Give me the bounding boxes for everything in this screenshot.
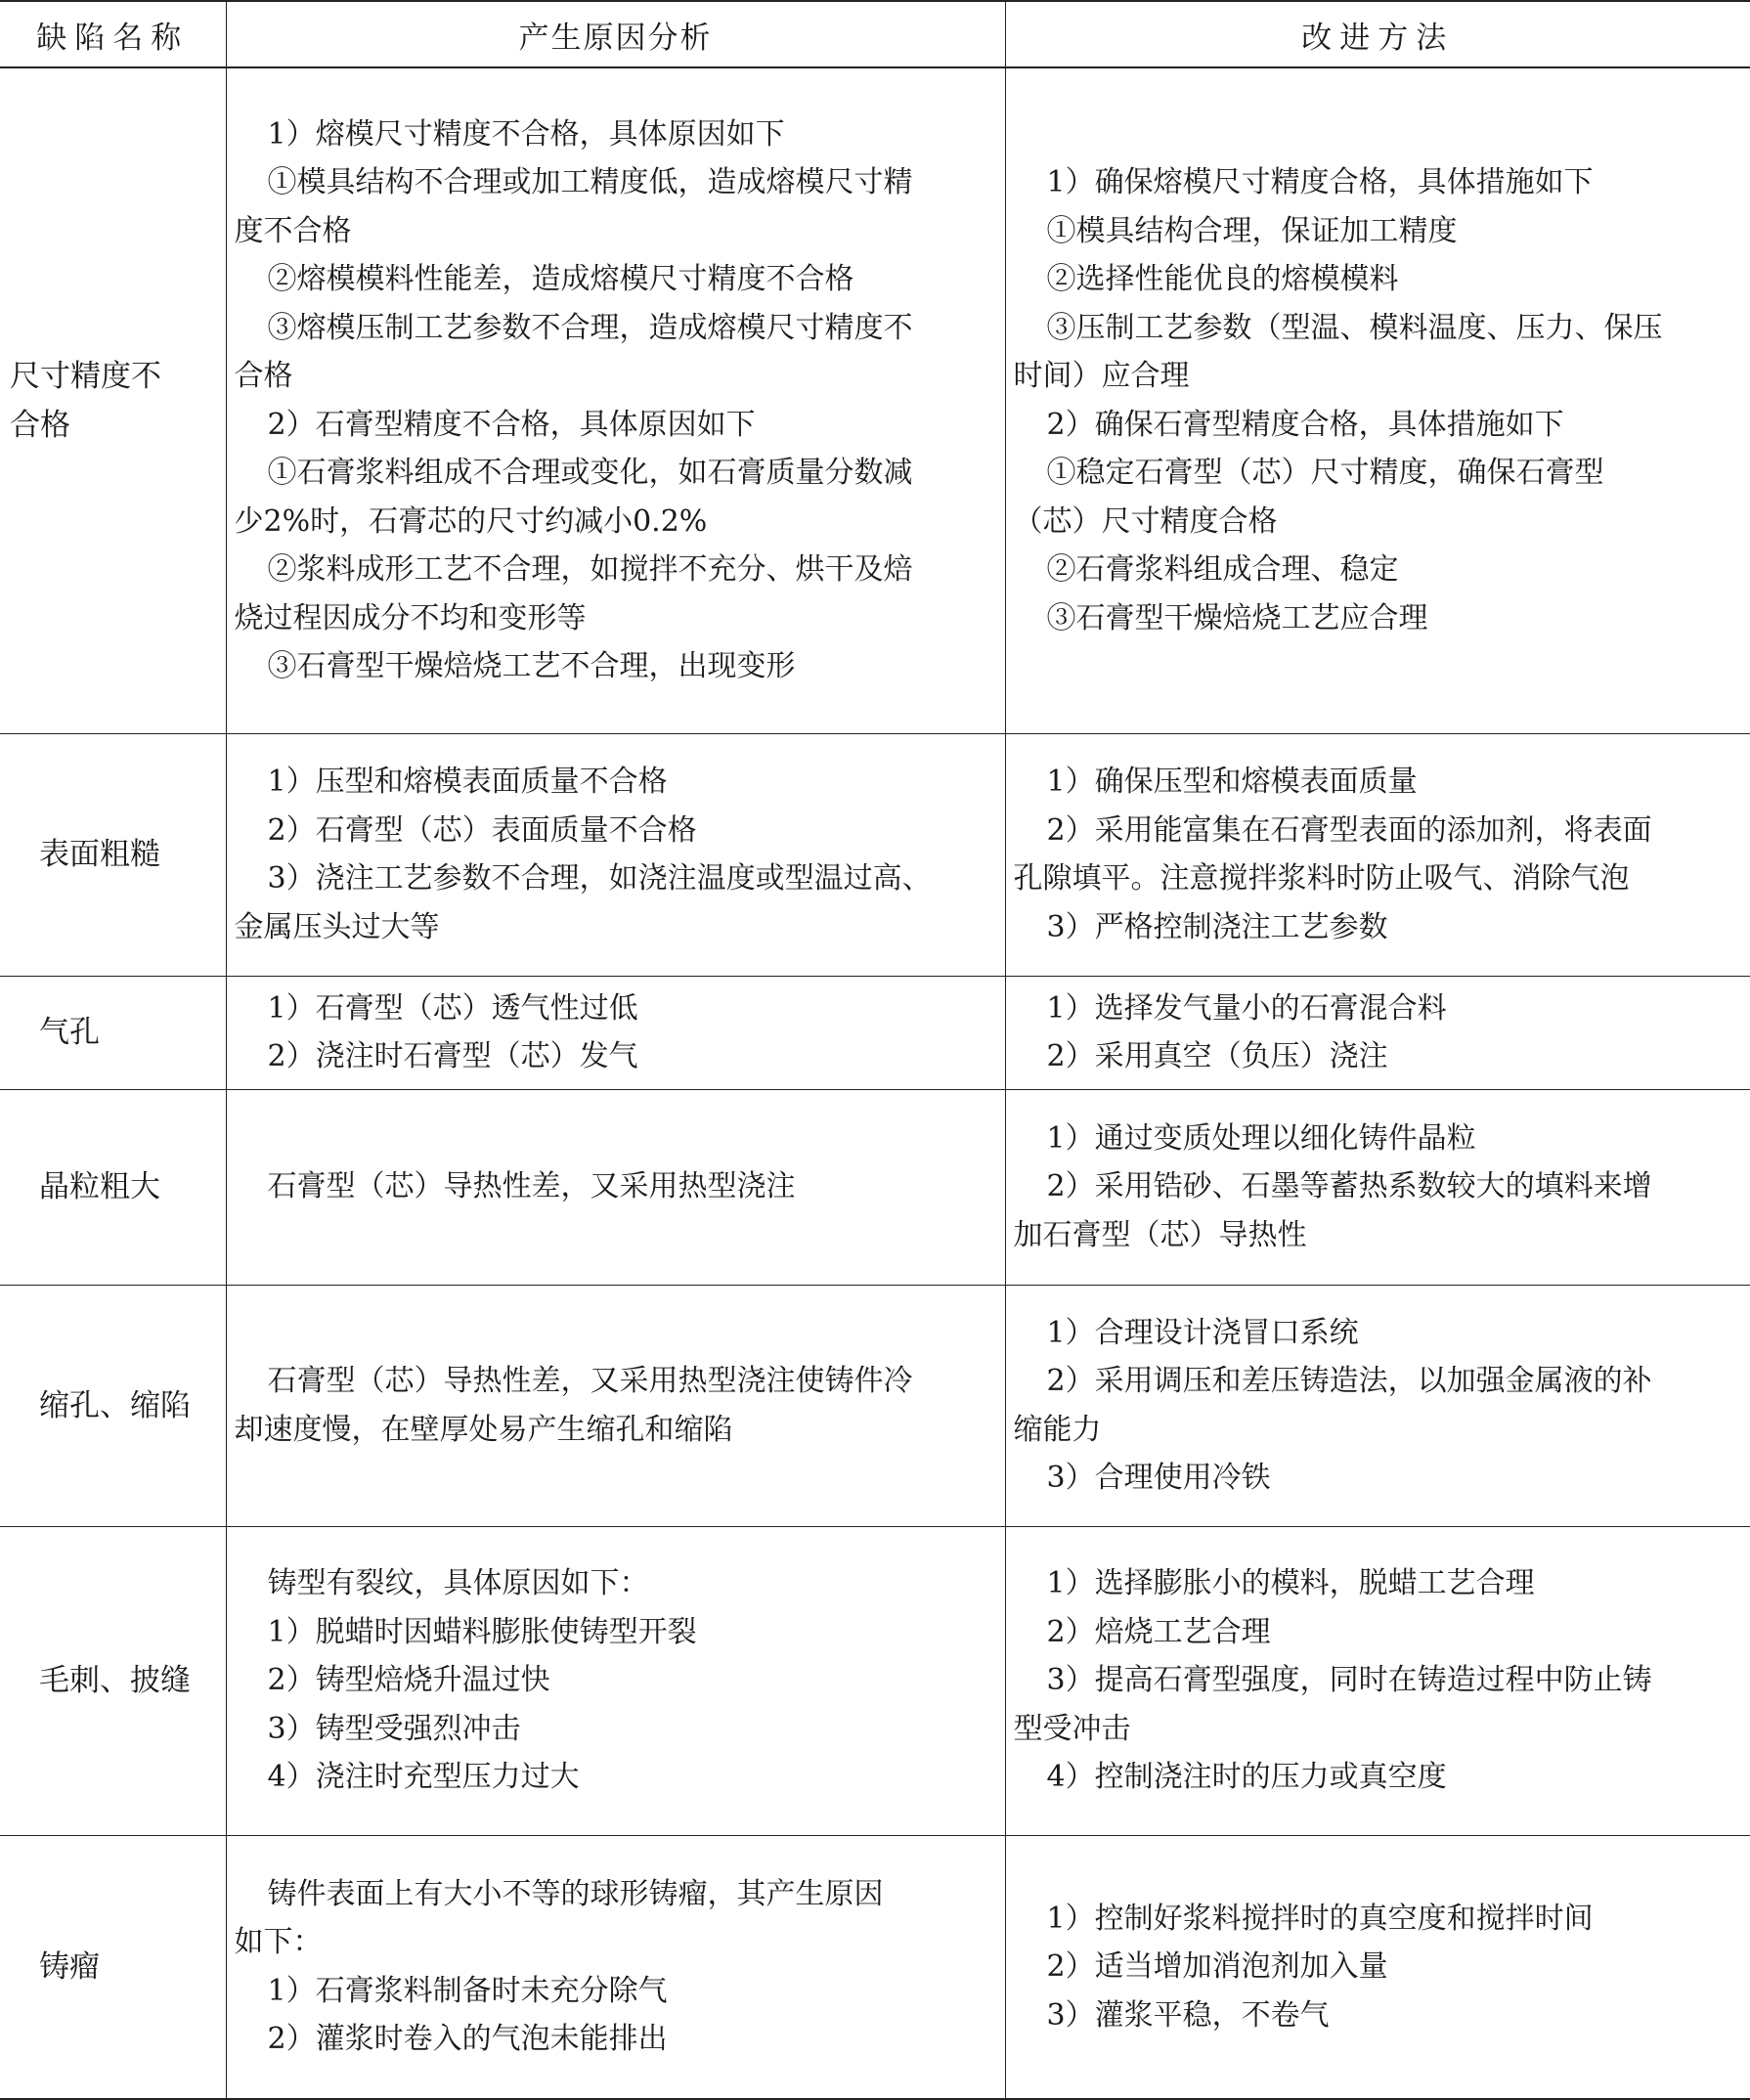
text-line: 2）采用真空（负压）浇注 (1046, 1039, 1388, 1073)
text-line: 1）选择发气量小的石膏混合料 (1046, 990, 1447, 1026)
text-line: 铸件表面上有大小不等的球形铸瘤，其产生原因 (267, 1876, 884, 1911)
text-line: 烧过程因成分不均和变形等 (234, 600, 587, 635)
improvement-cell (1005, 733, 1750, 976)
text-line: 合格 (234, 359, 293, 394)
text-line: 4）控制浇注时的压力或真空度 (1046, 1760, 1447, 1795)
text-line: ③压制工艺参数（型温、模料温度、压力、保压 (1046, 310, 1663, 345)
text-line: 2）浇注时石膏型（芯）发气 (267, 1039, 638, 1073)
text-line: ①石膏浆料组成不合理或变化，如石膏质量分数减 (267, 456, 913, 491)
text-line: 2）确保石膏型精度合格，具体措施如下 (1046, 407, 1564, 442)
text-line: 2）灌浆时卷入的气泡未能排出 (267, 2022, 668, 2057)
defect-name-cell (0, 1285, 226, 1526)
text-line: 2）焙烧工艺合理 (1046, 1614, 1271, 1649)
text-line: 1）控制好浆料搅拌时的真空度和搅拌时间 (1046, 1901, 1594, 1936)
cause-cell (226, 1526, 1005, 1835)
text-line: 1）选择膨胀小的模料，脱蜡工艺合理 (1046, 1566, 1535, 1601)
table-header-row (0, 1, 1750, 67)
improvement-cell (1005, 1285, 1750, 1526)
table-row (0, 1089, 1750, 1285)
table-row (0, 976, 1750, 1089)
defect-name-cell (0, 1526, 226, 1835)
cause-cell (226, 733, 1005, 976)
text-line: 2）采用调压和差压铸造法，以加强金属液的补 (1046, 1364, 1652, 1398)
text-line: 3）严格控制浇注工艺参数 (1046, 909, 1388, 944)
cause-cell (226, 1285, 1005, 1526)
table-row (0, 1526, 1750, 1835)
text-line: 3）合理使用冷铁 (1046, 1461, 1271, 1495)
defect-name-cell (0, 976, 226, 1089)
text-line: 1）确保压型和熔模表面质量 (1046, 765, 1418, 799)
table-row (0, 733, 1750, 976)
improvement-cell (1005, 976, 1750, 1089)
defect-name-line: 表面粗糙 (39, 837, 160, 872)
cause-cell (226, 67, 1005, 733)
text-line: 加石膏型（芯）导热性 (1013, 1217, 1307, 1252)
defect-name-cell (0, 733, 226, 976)
text-line: ③石膏型干燥焙烧工艺应合理 (1046, 600, 1428, 635)
text-line: ②选择性能优良的熔模模料 (1046, 262, 1399, 297)
text-line: 却速度慢，在壁厚处易产生缩孔和缩陷 (234, 1412, 733, 1447)
cause-cell (226, 1835, 1005, 2099)
header-improvement: 改进方法 (1005, 1, 1750, 67)
improvement-cell (1005, 1089, 1750, 1285)
text-line: 2）采用能富集在石膏型表面的添加剂，将表面 (1046, 812, 1652, 848)
text-line: 石膏型（芯）导热性差，又采用热型浇注 (267, 1169, 796, 1204)
text-line: 1）压型和熔模表面质量不合格 (267, 765, 668, 799)
defect-name-line: 缩孔、缩陷 (39, 1387, 191, 1423)
text-line: 少2%时，石膏芯的尺寸约减小0.2% (234, 503, 708, 539)
defect-name-line: 晶粒粗大 (39, 1169, 160, 1204)
text-line: 缩能力 (1013, 1412, 1102, 1447)
text-line: 1）石膏浆料制备时未充分除气 (267, 1973, 668, 2008)
text-line: 如下： (234, 1925, 323, 1960)
defect-name-cell (0, 1089, 226, 1285)
text-line: ①稳定石膏型（芯）尺寸精度，确保石膏型 (1046, 456, 1604, 491)
text-line: ③石膏型干燥焙烧工艺不合理，出现变形 (267, 649, 796, 684)
defect-name-line: 铸瘤 (39, 1948, 100, 1985)
defect-name-line: 尺寸精度不 (10, 358, 161, 394)
cause-cell (226, 1089, 1005, 1285)
text-line: 孔隙填平。注意搅拌浆料时防止吸气、消除气泡 (1013, 861, 1630, 896)
table-row (0, 67, 1750, 733)
text-line: ②石膏浆料组成合理、稳定 (1046, 552, 1399, 588)
text-line: 度不合格 (234, 213, 352, 248)
improvement-cell (1005, 1526, 1750, 1835)
text-line: ①模具结构合理，保证加工精度 (1046, 213, 1458, 248)
text-line: 4）浇注时充型压力过大 (267, 1760, 580, 1795)
text-line: 2）采用锆砂、石墨等蓄热系数较大的填料来增 (1046, 1169, 1652, 1204)
text-line: 石膏型（芯）导热性差，又采用热型浇注使铸件冷 (267, 1364, 913, 1398)
text-line: 时间）应合理 (1013, 359, 1190, 394)
text-line: 1）熔模尺寸精度不合格，具体原因如下 (267, 116, 785, 152)
table-row (0, 1285, 1750, 1526)
text-line: 铸型有裂纹，具体原因如下： (267, 1566, 649, 1601)
defect-name-cell (0, 1835, 226, 2099)
header-defect-name: 缺陷名称 (0, 1, 226, 67)
text-line: 2）石膏型（芯）表面质量不合格 (267, 812, 697, 848)
text-line: 3）灌浆平稳，不卷气 (1046, 1997, 1330, 2033)
cause-cell (226, 976, 1005, 1089)
text-line: ①模具结构不合理或加工精度低，造成熔模尺寸精 (267, 165, 913, 200)
improvement-cell (1005, 67, 1750, 733)
defect-name-cell (0, 67, 226, 733)
text-line: 3）铸型受强烈冲击 (267, 1711, 521, 1746)
text-line: 1）脱蜡时因蜡料膨胀使铸型开裂 (267, 1614, 697, 1649)
text-line: 1）确保熔模尺寸精度合格，具体措施如下 (1046, 165, 1594, 200)
text-line: 3）提高石膏型强度，同时在铸造过程中防止铸 (1046, 1663, 1652, 1698)
text-line: 1）石膏型（芯）透气性过低 (267, 990, 638, 1026)
defect-name-line: 毛刺、披缝 (39, 1663, 191, 1698)
text-line: （芯）尺寸精度合格 (1013, 503, 1278, 539)
text-line: 金属压头过大等 (234, 909, 440, 944)
improvement-cell (1005, 1835, 1750, 2099)
text-line: 2）适当增加消泡剂加入量 (1046, 1949, 1388, 1984)
text-line: ②熔模模料性能差，造成熔模尺寸精度不合格 (267, 262, 854, 297)
defect-name-line: 合格 (10, 407, 70, 443)
text-line: ③熔模压制工艺参数不合理，造成熔模尺寸精度不 (267, 310, 913, 345)
text-line: 型受冲击 (1013, 1711, 1131, 1746)
text-line: 2）铸型焙烧升温过快 (267, 1663, 550, 1698)
text-line: 1）合理设计浇冒口系统 (1046, 1315, 1359, 1350)
text-line: 2）石膏型精度不合格，具体原因如下 (267, 407, 756, 442)
header-cause-analysis: 产生原因分析 (226, 1, 1005, 67)
text-line: ②浆料成形工艺不合理，如搅拌不充分、烘干及焙 (267, 552, 913, 588)
defect-name-line: 气孔 (39, 1015, 100, 1050)
text-line: 1）通过变质处理以细化铸件晶粒 (1046, 1120, 1476, 1156)
table-row (0, 1835, 1750, 2099)
text-line: 3）浇注工艺参数不合理，如浇注温度或型温过高、 (267, 861, 932, 896)
